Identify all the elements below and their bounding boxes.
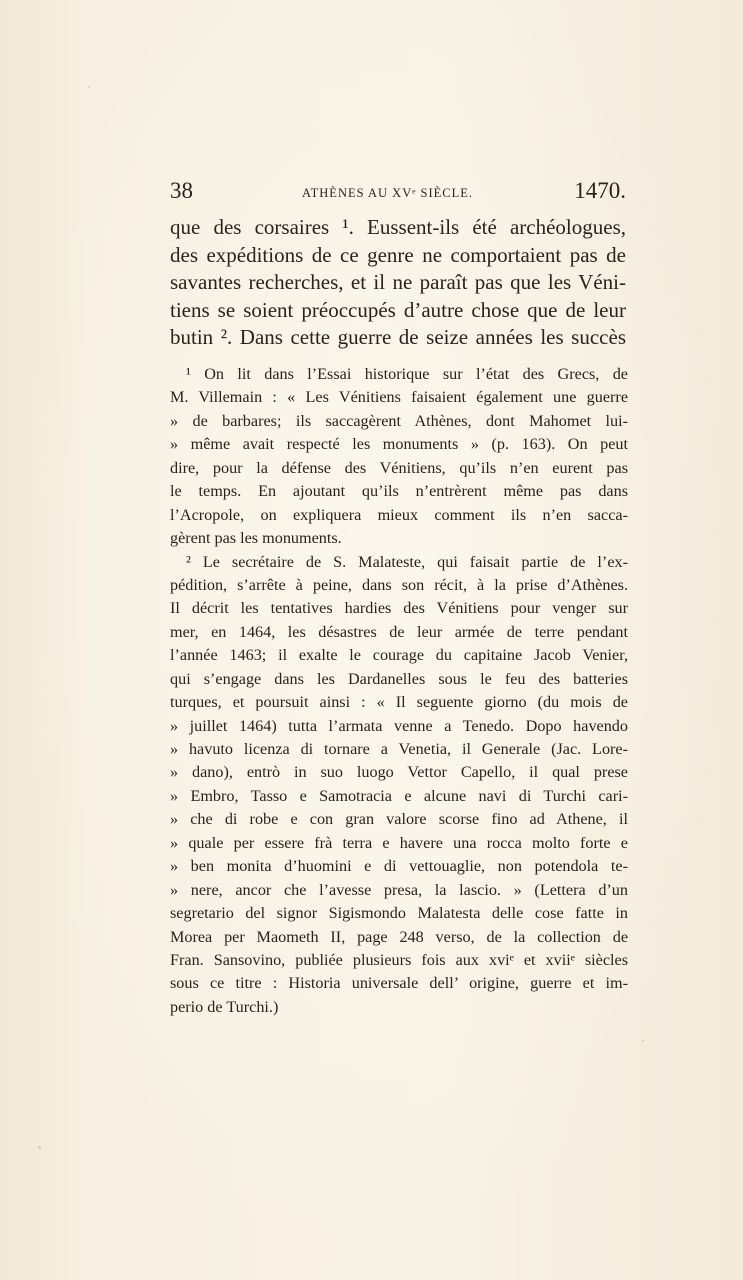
main-text-line: des expéditions de ce genre ne comportaient pas de: [170, 242, 626, 267]
footnote-2-line: pédition, s’arrête à peine, dans son récit, à la prise d’Athènes.: [170, 575, 628, 594]
footnote-2-line: » juillet 1464) tutta l’armata venne a Tenedo. Dopo havendo: [170, 716, 628, 735]
main-text-line: tiens se soient préoccupés d’autre chose que de leur: [170, 297, 626, 322]
page-header: [170, 178, 626, 212]
footnote-2-line: mer, en 1464, les désastres de leur armée de terre pendant: [170, 622, 628, 641]
main-text-line: savantes recherches, et il ne paraît pas que les Véni-: [170, 270, 626, 294]
footnote-2-line: Morea per Maometh II, page 248 verso, de la collection de: [170, 927, 628, 946]
footnote-2-line: » Embro, Tasso e Samotracia e alcune navi di Turchi cari-: [170, 786, 628, 805]
footnote-2-line: perio de Turchi.): [170, 997, 279, 1016]
running-title: ATHÈNES AU XVᵉ SIÈCLE.: [302, 186, 474, 200]
footnote-2-line: » dano), entrò in suo luogo Vettor Capello, il qual prese: [170, 763, 628, 782]
footnote-2-line: » che di robe e con gran valore scorse fino ad Athene, il: [170, 810, 628, 829]
main-text: [170, 214, 626, 352]
footnote-1-line: le temps. En ajoutant qu’ils n’entrèrent même pas dans: [170, 482, 628, 501]
footnote-1-line: ¹ On lit dans l’Essai historique sur l’état des Grecs, de: [186, 365, 628, 383]
footnote-1-line: » même avait respecté les monuments » (p. 163). On peut: [170, 435, 628, 454]
footnotes: [170, 363, 628, 1019]
footnote-1-line: M. Villemain : « Les Vénitiens faisaient également une guerre: [170, 388, 628, 407]
footnote-2-line: Fran. Sansovino, publiée plusieurs fois aux xviᵉ et xviiᵉ siècles: [170, 950, 628, 969]
footnote-1-line: l’Acropole, on expliquera mieux comment ils n’en sacca-: [170, 505, 628, 524]
footnote-1-line: » de barbares; ils saccagèrent Athènes, dont Mahomet lui-: [170, 411, 628, 430]
year-marker: 1470.: [574, 178, 626, 203]
footnote-2-line: » quale per essere frà terra e havere una rocca molto forte e: [170, 833, 628, 852]
footnote-1-line: gèrent pas les monuments.: [170, 529, 342, 548]
paper-speck: [642, 1040, 644, 1042]
footnote-2-line: Il décrit les tentatives hardies des Vénitiens pour venger sur: [170, 599, 628, 618]
footnote-2-line: l’année 1463; il exalte le courage du capitaine Jacob Venier,: [170, 646, 628, 665]
footnote-2-line: qui s’engage dans les Dardanelles sous le feu des batteries: [170, 669, 628, 688]
footnote-2-line: » havuto licenza di tornare a Venetia, il Generale (Jac. Lore-: [170, 740, 628, 758]
main-text-line: que des corsaires ¹. Eussent-ils été archéologues,: [170, 215, 626, 239]
footnote-2-line: turques, et poursuit ainsi : « Il seguente giorno (du mois de: [170, 693, 628, 712]
footnote-2-line: sous ce titre : Historia universale dell’ origine, guerre et im-: [170, 974, 628, 993]
footnote-2-line: ² Le secrétaire de S. Malateste, qui faisait partie de l’ex-: [186, 552, 628, 571]
footnote-1-line: dire, pour la défense des Vénitiens, qu’ils n’en eurent pas: [170, 458, 628, 477]
footnote-2-line: segretario del signor Sigismondo Malatesta delle cose fatte in: [170, 904, 628, 923]
main-text-line: butin ². Dans cette guerre de seize années les succès: [170, 325, 626, 349]
footnote-2-line: » ben monita d’huomini e di vettouaglie, non potendola te-: [170, 857, 628, 876]
paper-speck: [38, 1146, 41, 1149]
footnote-2-line: » nere, ancor che l’avesse presa, la lascio. » (Lettera d’un: [170, 880, 628, 899]
paper-speck: [88, 86, 90, 88]
page-number: 38: [170, 178, 193, 203]
